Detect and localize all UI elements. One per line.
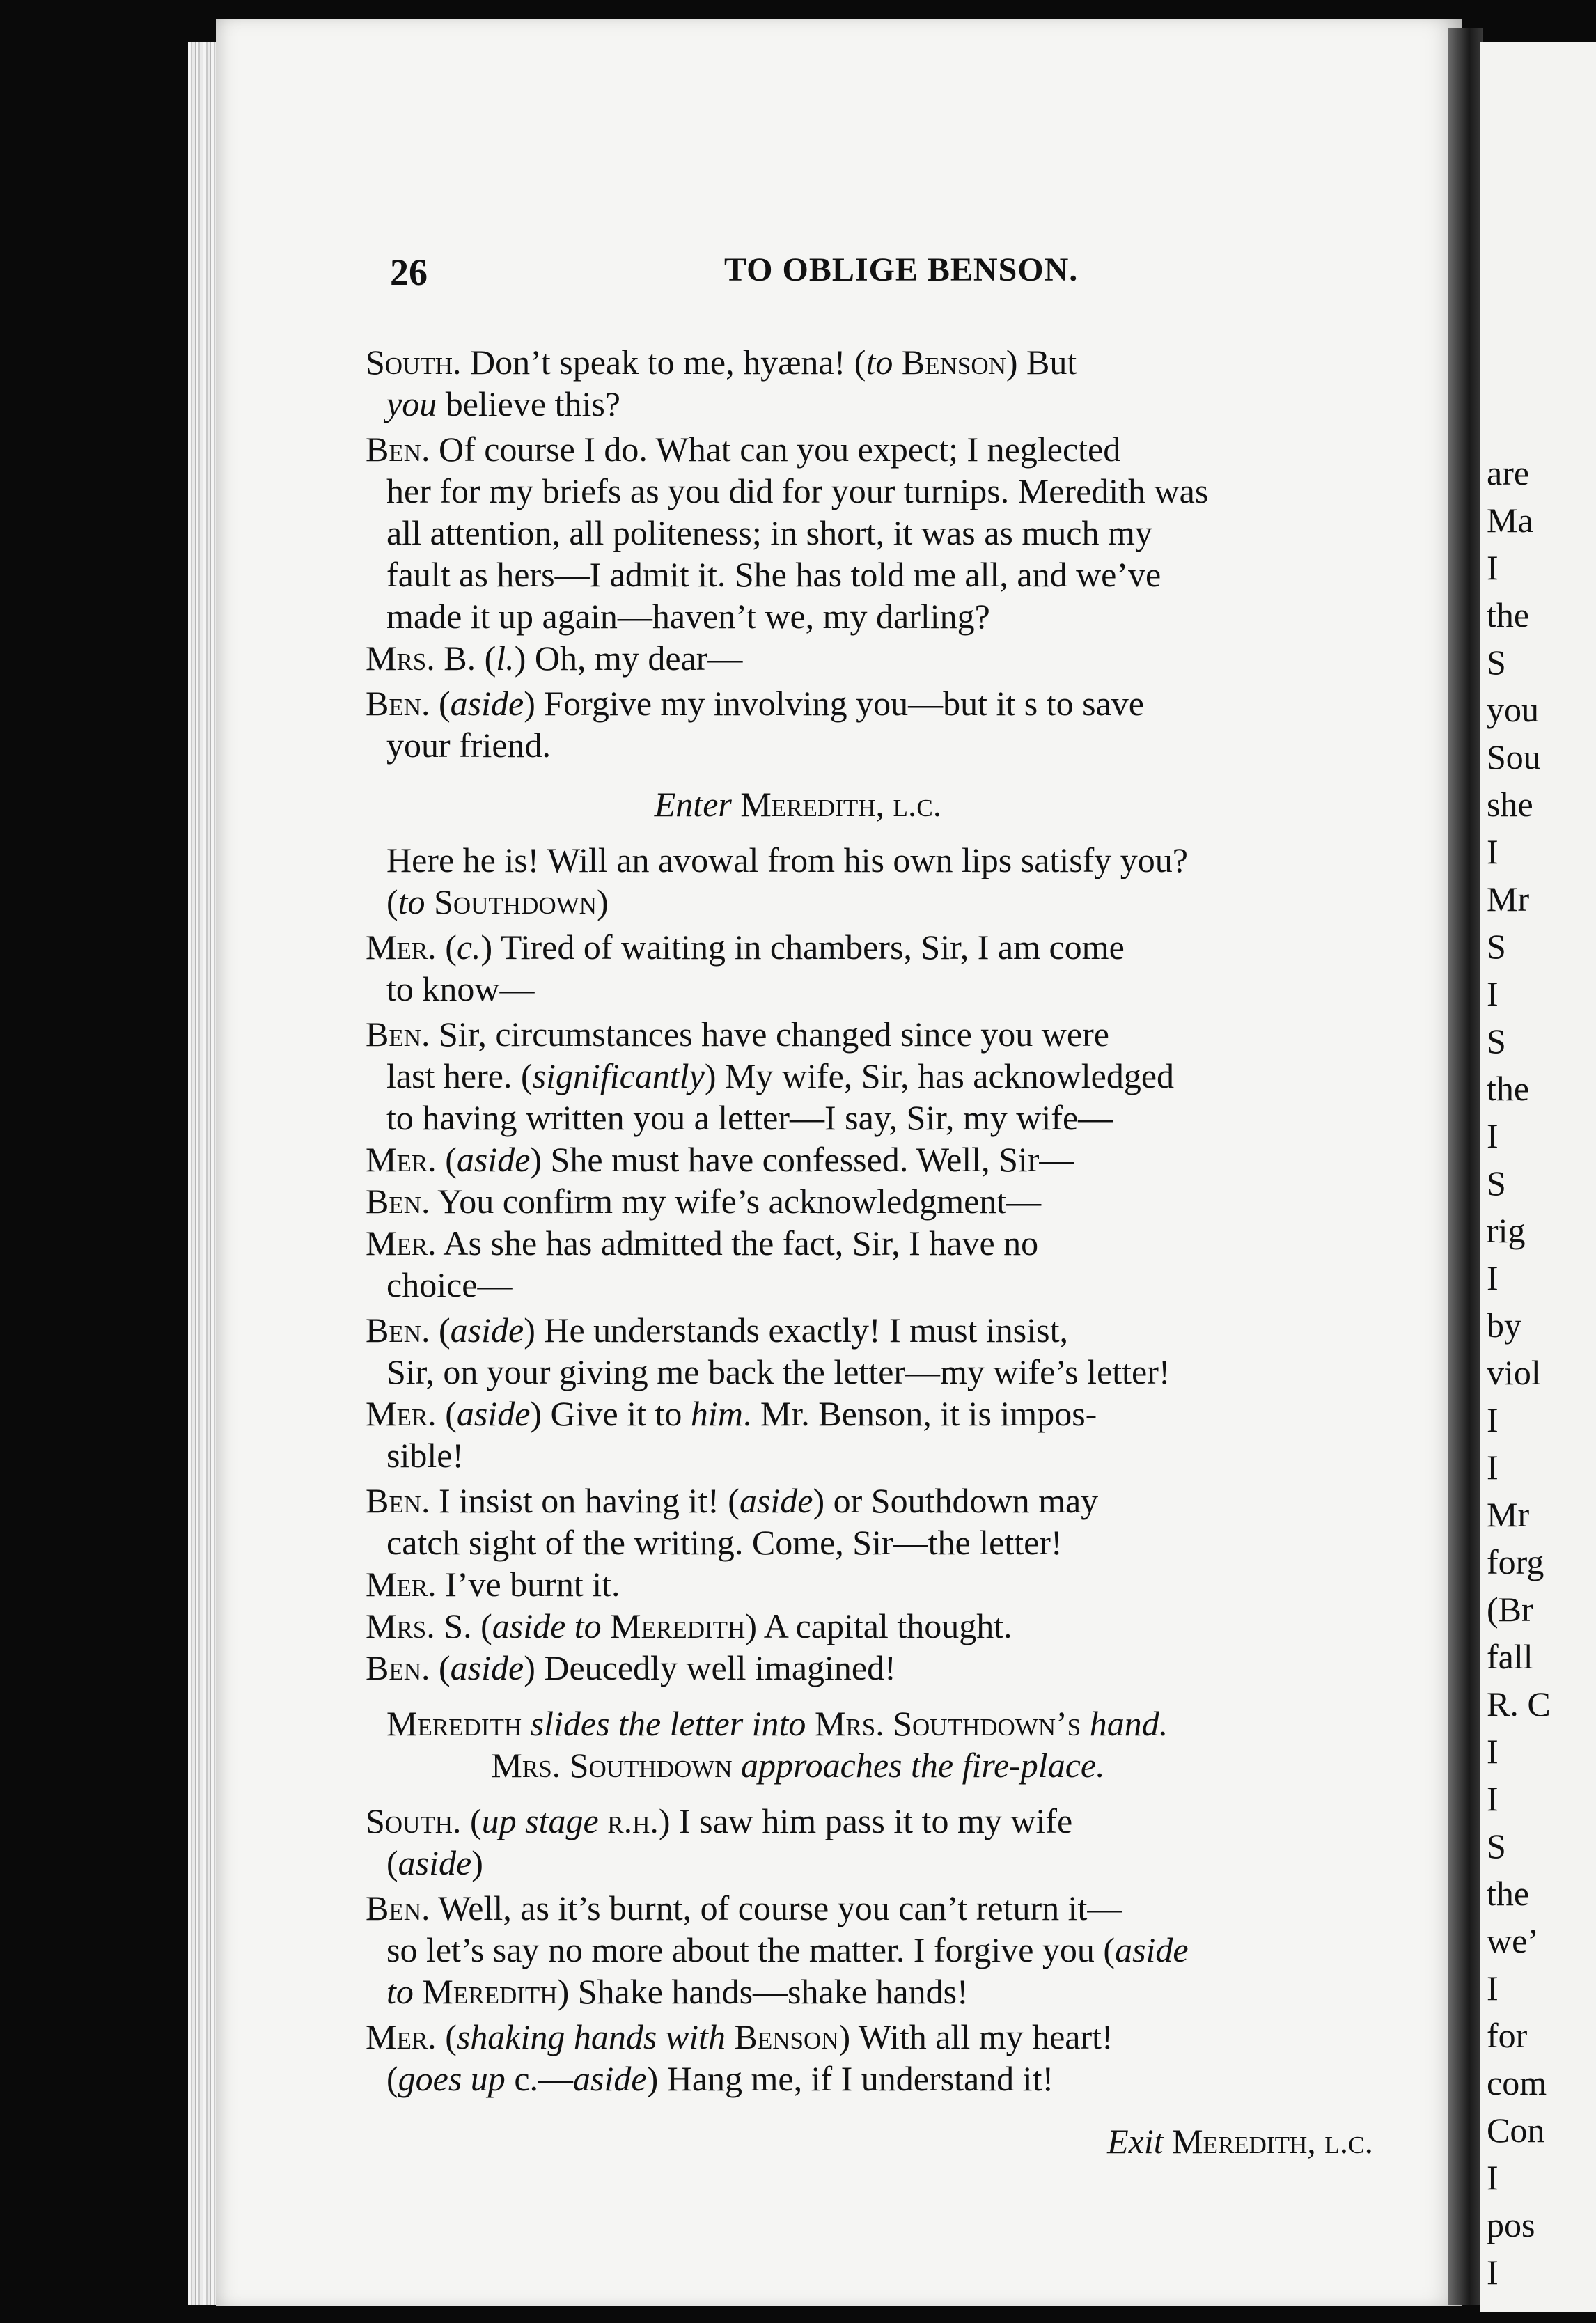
text-segment: Of course I do. What can you expect; I neglected xyxy=(430,430,1121,469)
facing-page-text: Sou xyxy=(1487,737,1541,776)
text-line xyxy=(386,515,1152,550)
facing-page-text: pos xyxy=(1487,2205,1535,2244)
text-line xyxy=(386,884,609,919)
text-segment: c.— xyxy=(505,2059,574,2098)
text-segment: catch sight of the writing. Come, Sir—the letter! xyxy=(386,1523,1063,1562)
text-segment: As she has admitted the fact, Sir, I have no xyxy=(436,1223,1039,1262)
text-segment xyxy=(1081,1704,1090,1743)
text-segment xyxy=(733,1746,742,1785)
text-line xyxy=(366,1311,1069,1350)
facing-page-text: by xyxy=(1487,1306,1521,1345)
facing-page-text: I xyxy=(1487,1779,1499,1818)
facing-page-text: I xyxy=(1487,1258,1499,1297)
text-segment: to having written you a letter—I say, Sir, my wife— xyxy=(386,1098,1113,1137)
text-segment: ) Give it to xyxy=(530,1394,691,1433)
text-segment: ) Hang me, if I understand it! xyxy=(646,2059,1054,2098)
text-segment: aside xyxy=(398,1843,472,1882)
facing-page-text: I xyxy=(1487,2158,1499,2197)
facing-page-text: S xyxy=(1487,1164,1506,1203)
facing-page-text: S xyxy=(1487,1827,1506,1866)
facing-page-text: S xyxy=(1487,1022,1506,1061)
book-gutter xyxy=(1448,28,1483,2305)
facing-page-text: S xyxy=(1487,927,1506,966)
text-segment: aside xyxy=(739,1481,813,1520)
text-segment: Meredith xyxy=(422,1972,558,2011)
text-line xyxy=(366,1606,1012,1645)
text-line xyxy=(386,1267,512,1302)
text-segment: ( xyxy=(436,1394,457,1433)
text-segment: ) With all my heart! xyxy=(838,2017,1113,2056)
text-segment: You confirm my wife’s acknowledgment— xyxy=(430,1182,1042,1221)
text-segment: to xyxy=(866,343,893,382)
text-segment: to know— xyxy=(386,969,535,1008)
text-segment xyxy=(893,343,902,382)
text-segment: Meredith xyxy=(386,1704,522,1743)
facing-page-text: I xyxy=(1487,548,1499,587)
text-segment: fault as hers—I admit it. She has told me all, and we’ve xyxy=(386,555,1161,594)
text-segment: Exit xyxy=(1107,2122,1164,2161)
text-segment: ) xyxy=(471,1843,483,1882)
text-segment xyxy=(806,1704,815,1743)
text-segment: you xyxy=(386,384,437,423)
text-segment xyxy=(602,1606,611,1645)
text-line xyxy=(386,971,535,1006)
facing-page-text: I xyxy=(1487,974,1499,1013)
text-line xyxy=(366,1888,1122,1927)
text-line xyxy=(366,1483,1098,1518)
text-line xyxy=(366,432,1120,467)
text-segment: Ben. xyxy=(366,684,430,723)
text-segment: approaches the fire-place. xyxy=(741,1746,1105,1785)
text-segment: Ben. xyxy=(366,1015,430,1054)
text-segment: South. xyxy=(366,1801,462,1840)
text-line xyxy=(366,1396,1097,1431)
text-line xyxy=(0,787,1596,822)
facing-page-text: I xyxy=(1487,1969,1499,2008)
text-line xyxy=(366,345,1077,380)
text-line xyxy=(1107,2124,1373,2159)
text-segment: Mer. xyxy=(366,1394,437,1433)
text-segment: aside xyxy=(456,1394,531,1433)
text-segment: goes up xyxy=(398,2059,506,2098)
text-segment xyxy=(522,1704,531,1743)
text-line xyxy=(386,1100,1113,1135)
text-segment: sible! xyxy=(386,1436,464,1475)
text-segment: significantly xyxy=(532,1056,705,1095)
facing-page-text: the xyxy=(1487,595,1530,634)
facing-page-text: the xyxy=(1487,1069,1530,1108)
text-segment: ) Shake hands—shake hands! xyxy=(557,1972,969,2011)
text-segment: Mer. xyxy=(366,928,437,967)
text-line xyxy=(386,1706,1168,1741)
text-segment: up stage xyxy=(481,1801,599,1840)
facing-page-text: are xyxy=(1487,453,1530,492)
text-segment: South. xyxy=(366,343,462,382)
text-segment: Mer. xyxy=(366,2017,437,2056)
facing-page-text: you xyxy=(1487,690,1539,729)
text-segment: ( xyxy=(430,684,451,723)
facing-page-text: R. C xyxy=(1487,1684,1551,1723)
text-line xyxy=(366,1567,620,1602)
text-line xyxy=(386,1438,464,1473)
text-line xyxy=(386,1058,1174,1093)
text-segment: Meredith xyxy=(610,1606,746,1645)
text-segment xyxy=(425,882,435,921)
text-line xyxy=(386,1845,483,1880)
text-segment: hand. xyxy=(1089,1704,1168,1743)
text-segment: ) or Southdown may xyxy=(813,1481,1099,1520)
text-segment: him xyxy=(690,1394,743,1433)
facing-page-text: I xyxy=(1487,1448,1499,1487)
facing-page-text: viol xyxy=(1487,1353,1541,1392)
text-segment: Ben. xyxy=(366,1311,430,1350)
text-segment: ) He understands exactly! I must insist, xyxy=(524,1311,1069,1350)
text-line xyxy=(386,471,1209,510)
text-segment: c. xyxy=(456,928,481,967)
facing-page-fragment xyxy=(1480,42,1596,2312)
text-segment: ) Forgive my involving you—but it s to save xyxy=(524,684,1144,723)
text-line xyxy=(386,557,1161,592)
text-segment: ( xyxy=(461,1801,482,1840)
facing-page-text: rig xyxy=(1487,1211,1526,1250)
facing-page-text: fall xyxy=(1487,1637,1533,1676)
text-segment: Benson xyxy=(901,343,1006,382)
text-segment: Ben. xyxy=(366,430,430,469)
facing-page-text: I xyxy=(1487,2253,1499,2292)
text-segment: last here. ( xyxy=(386,1056,533,1095)
facing-page-text: we’ xyxy=(1487,1921,1539,1960)
text-segment: aside xyxy=(450,684,524,723)
text-segment: shaking hands with xyxy=(456,2017,726,2056)
text-segment: Don’t speak to me, hyæna! ( xyxy=(461,343,866,382)
text-segment: made it up again—haven’t we, my darling? xyxy=(386,597,990,636)
text-segment: Mer. xyxy=(366,1565,437,1604)
text-segment: ( xyxy=(386,882,398,921)
text-line xyxy=(386,1354,1171,1389)
text-segment: ( xyxy=(430,1311,451,1350)
text-segment: Sir, circumstances have changed since you were xyxy=(430,1015,1109,1054)
text-segment: all attention, all politeness; in short, it was as much my xyxy=(386,513,1152,552)
text-segment: to xyxy=(386,1972,414,2011)
text-segment: I’ve burnt it. xyxy=(436,1565,620,1604)
text-segment: Ben. xyxy=(366,1481,430,1520)
text-segment: ) She must have confessed. Well, Sir— xyxy=(530,1140,1074,1179)
text-line xyxy=(386,2061,1054,2096)
text-line xyxy=(0,1748,1596,1783)
text-line xyxy=(386,726,551,765)
text-segment: ) A capital thought. xyxy=(745,1606,1012,1645)
text-segment: Ben. xyxy=(366,1648,430,1687)
text-segment: ) Tired of waiting in chambers, Sir, I am come xyxy=(480,928,1125,967)
text-segment: Southdown xyxy=(434,882,597,921)
text-segment xyxy=(1164,2122,1173,2161)
facing-page-text: Mr xyxy=(1487,879,1530,918)
text-line xyxy=(386,1525,1063,1560)
text-segment: Ben. xyxy=(366,1888,430,1927)
text-segment: r.h. xyxy=(607,1801,659,1840)
text-segment: Meredith, l.c. xyxy=(740,785,942,824)
facing-page-text: Con xyxy=(1487,2111,1545,2150)
text-segment: Mer. xyxy=(366,1223,437,1262)
text-line xyxy=(366,928,1125,967)
text-segment: ( xyxy=(436,928,457,967)
facing-page-text: I xyxy=(1487,832,1499,871)
text-segment: ) But xyxy=(1006,343,1077,382)
page-number: 26 xyxy=(390,251,428,293)
text-segment: ( xyxy=(476,639,496,678)
text-segment: . Mr. Benson, it is impos- xyxy=(742,1394,1097,1433)
text-segment: Mrs. S. xyxy=(366,1606,472,1645)
text-segment: aside xyxy=(456,1140,531,1179)
text-segment: ) I saw him pass it to my wife xyxy=(658,1801,1073,1840)
text-segment: ) Deucedly well imagined! xyxy=(524,1648,896,1687)
text-segment: l. xyxy=(496,639,515,678)
text-segment: Well, as it’s burnt, of course you can’t return it— xyxy=(430,1888,1122,1927)
text-segment: believe this? xyxy=(437,384,620,423)
text-segment: ) My wife, Sir, has acknowledged xyxy=(704,1056,1175,1095)
text-line xyxy=(386,1974,969,2009)
text-segment: your friend. xyxy=(386,726,551,765)
text-segment xyxy=(732,785,741,824)
text-line xyxy=(366,2019,1113,2054)
text-segment xyxy=(414,1972,423,2011)
text-segment: Sir, on your giving me back the letter—my wife’s letter! xyxy=(386,1352,1171,1391)
text-segment: Mer. xyxy=(366,1140,437,1179)
text-segment: Ben. xyxy=(366,1182,430,1221)
text-line xyxy=(366,1223,1039,1262)
text-segment: ( xyxy=(436,1140,457,1179)
text-line xyxy=(366,1184,1041,1219)
text-segment: Enter xyxy=(654,785,732,824)
text-segment: ) xyxy=(596,882,609,921)
text-segment: slides the letter into xyxy=(530,1704,806,1743)
text-segment: ( xyxy=(430,1648,451,1687)
text-line xyxy=(366,686,1144,721)
text-segment: Mrs. Southdown xyxy=(491,1746,733,1785)
text-segment: Mrs. B. xyxy=(366,639,476,678)
text-segment: Benson xyxy=(734,2017,839,2056)
facing-page-text: (Br xyxy=(1487,1590,1533,1629)
text-segment: Meredith, l.c. xyxy=(1172,2122,1373,2161)
running-title: TO OBLIGE BENSON. xyxy=(724,251,1079,288)
facing-page-text: the xyxy=(1487,1874,1530,1913)
text-segment: aside xyxy=(573,2059,647,2098)
text-line xyxy=(366,1650,896,1685)
facing-page-text: S xyxy=(1487,643,1506,682)
text-segment: Here he is! Will an avowal from his own lips satisfy you? xyxy=(386,840,1189,879)
text-segment: aside xyxy=(1115,1930,1189,1969)
text-segment: ) Oh, my dear— xyxy=(514,639,743,678)
text-line xyxy=(386,1932,1189,1967)
text-segment: ( xyxy=(386,2059,398,2098)
text-segment: aside xyxy=(450,1311,524,1350)
facing-page-text: I xyxy=(1487,1400,1499,1439)
text-segment: to xyxy=(398,882,425,921)
text-segment xyxy=(726,2017,735,2056)
facing-page-text: I xyxy=(1487,1732,1499,1771)
text-segment: ( xyxy=(471,1606,492,1645)
text-segment: I insist on having it! ( xyxy=(430,1481,740,1520)
facing-page-text: Ma xyxy=(1487,501,1533,540)
facing-page-text: she xyxy=(1487,785,1533,824)
text-segment: aside xyxy=(450,1648,524,1687)
text-line xyxy=(366,639,743,678)
text-segment: Mrs. Southdown’s xyxy=(814,1704,1081,1743)
text-line xyxy=(366,1015,1109,1054)
text-line xyxy=(386,599,990,634)
facing-page-text: I xyxy=(1487,1116,1499,1155)
facing-page-text: com xyxy=(1487,2063,1547,2102)
facing-page-text: Mr xyxy=(1487,1495,1530,1534)
text-segment: aside to xyxy=(492,1606,602,1645)
facing-page-text: for xyxy=(1487,2016,1528,2055)
text-segment: ( xyxy=(386,1843,398,1882)
text-segment: ( xyxy=(436,2017,457,2056)
text-line xyxy=(386,840,1189,879)
text-line xyxy=(366,1142,1074,1177)
text-segment xyxy=(599,1801,608,1840)
text-line xyxy=(366,1801,1073,1840)
text-segment: so let’s say no more about the matter. I forgive you ( xyxy=(386,1930,1116,1969)
page-header xyxy=(390,251,1407,306)
facing-page-text: forg xyxy=(1487,1542,1544,1581)
text-line xyxy=(386,386,620,421)
text-segment: her for my briefs as you did for your turnips. Meredith was xyxy=(386,471,1209,510)
text-segment: choice— xyxy=(386,1265,513,1304)
